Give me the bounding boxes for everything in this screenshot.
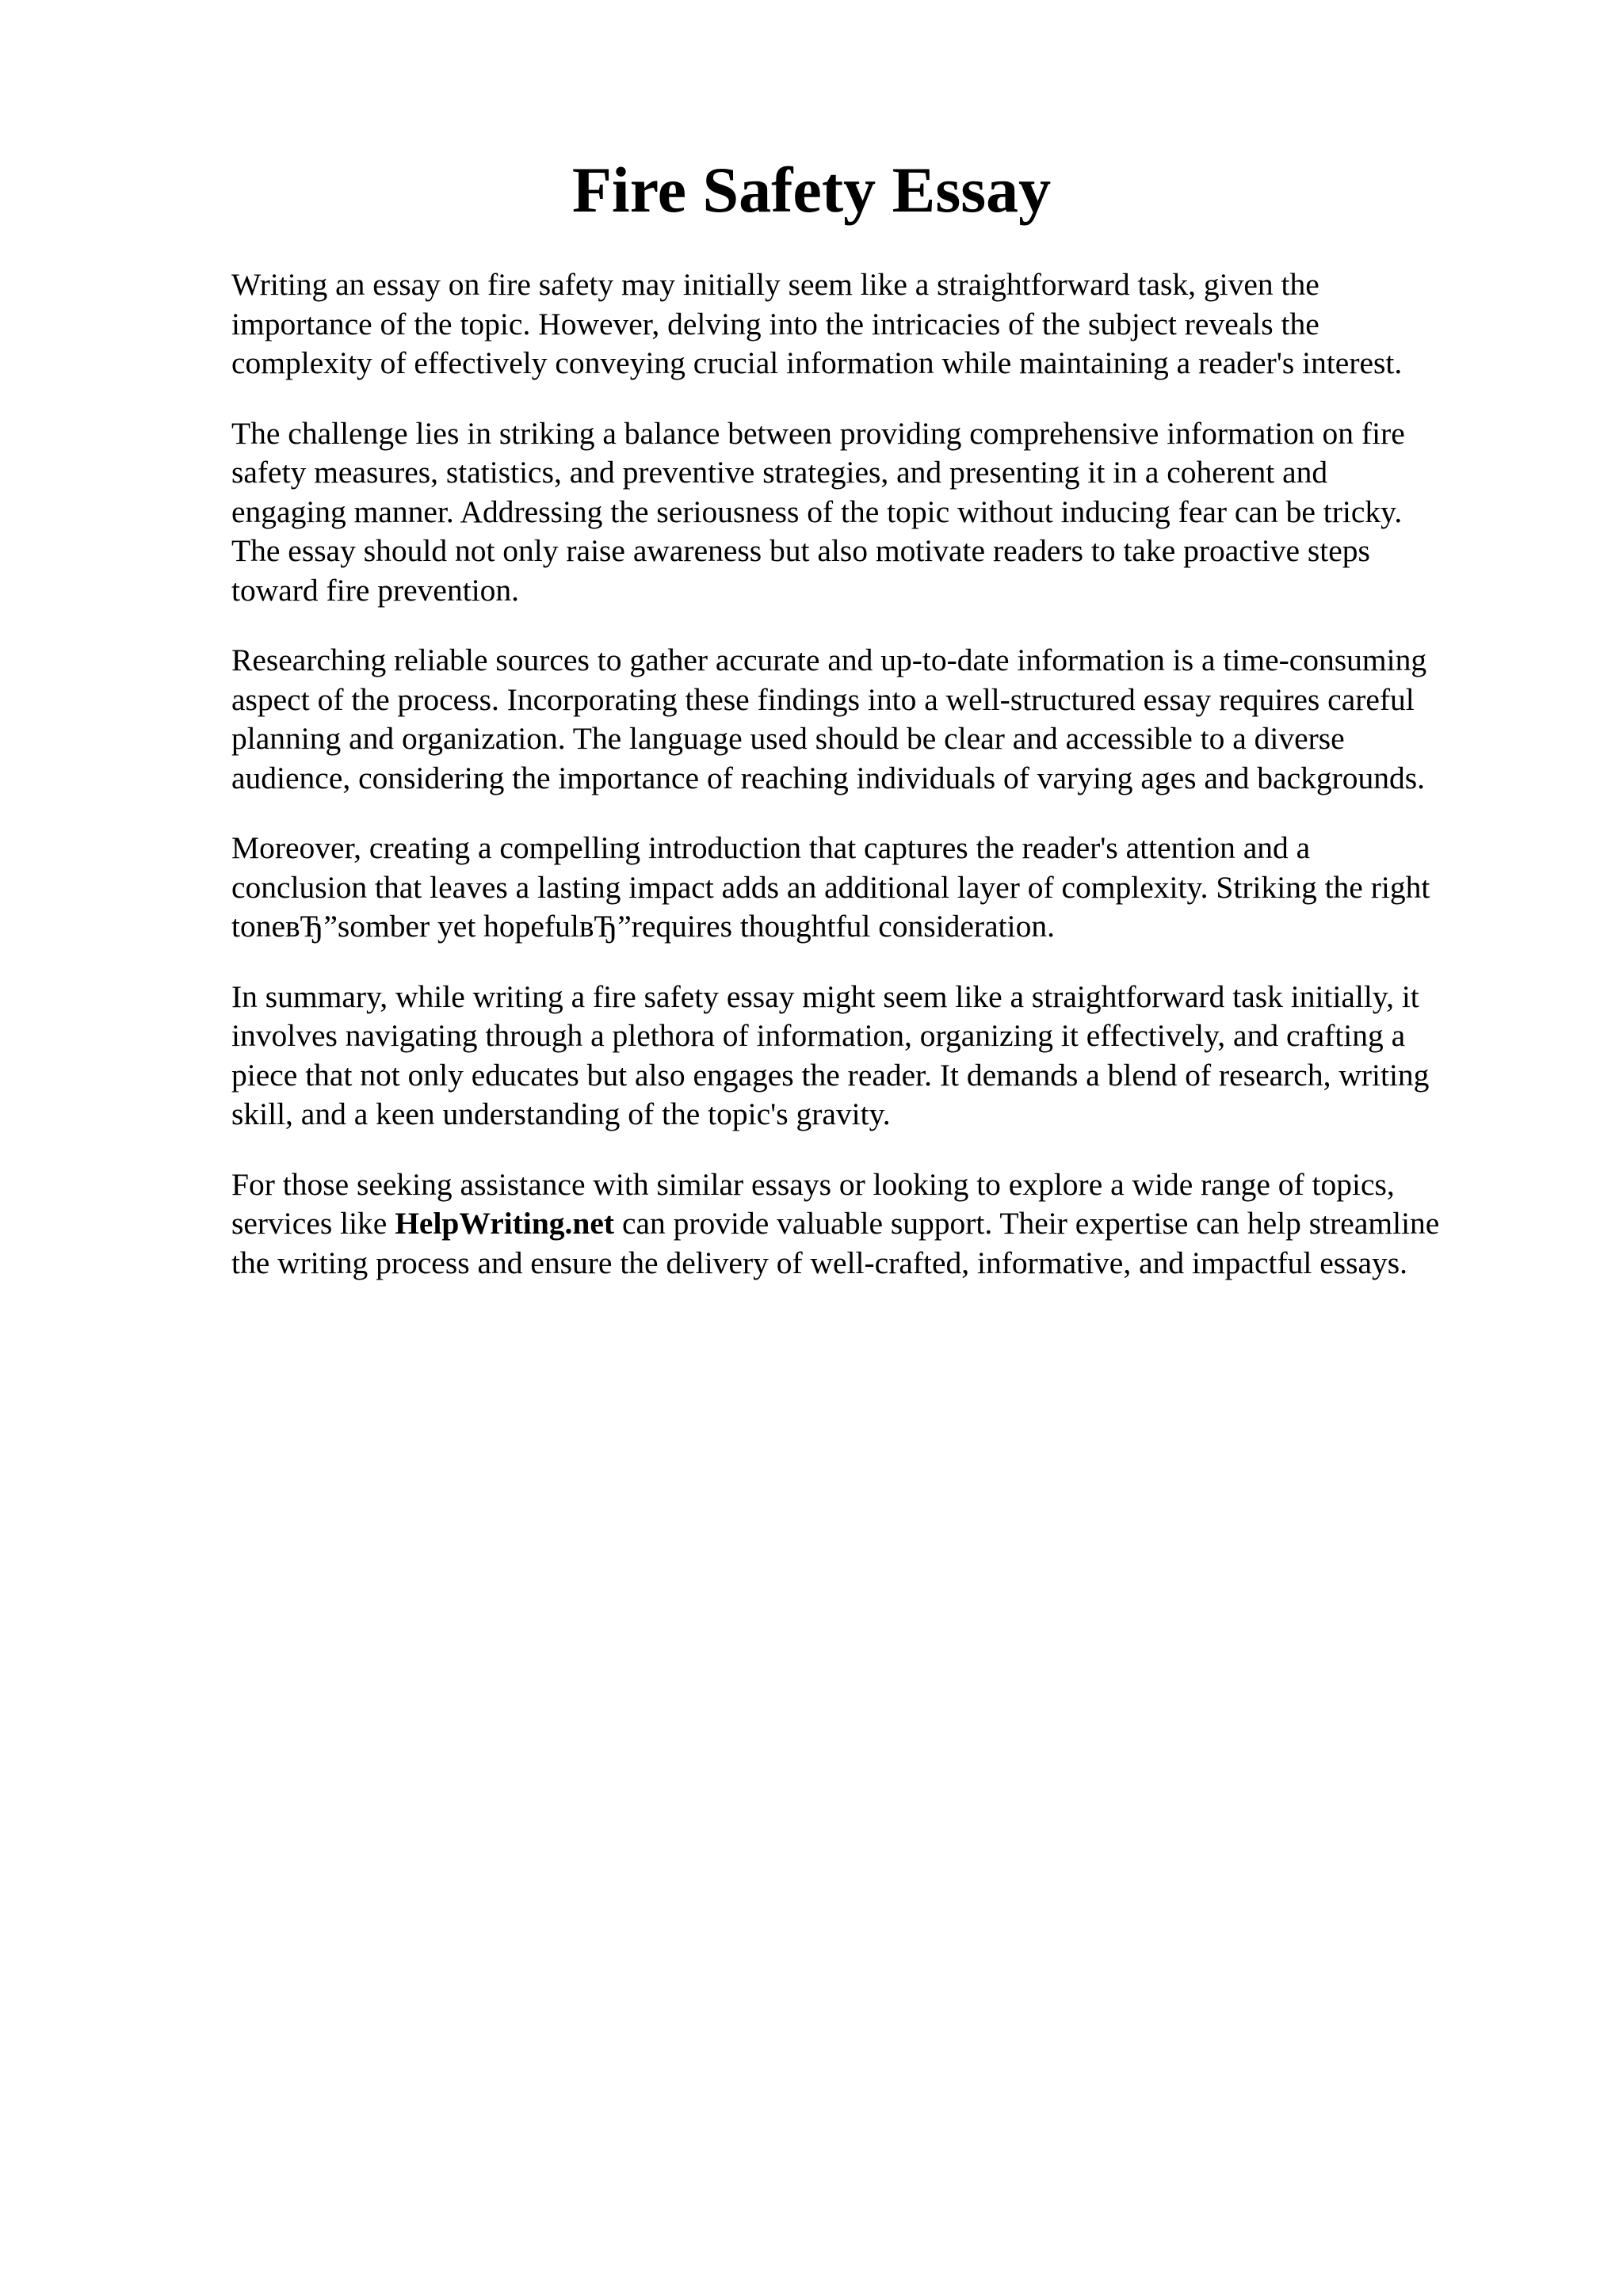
paragraph-challenge — [231, 414, 1531, 611]
text-line — [231, 1204, 1531, 1244]
text-line: engaging manner. Addressing the seriousness of the topic without inducing fear can be tricky. — [231, 494, 1403, 529]
text-line: aspect of the process. Incorporating these findings into a well-structured essay requires careful — [231, 681, 1415, 717]
text-line: complexity of effectively conveying crucial information while maintaining a reader's interest. — [231, 345, 1403, 380]
text-line: the writing process and ensure the delivery of well-crafted, informative, and impactful essays. — [231, 1245, 1408, 1280]
paragraph-summary — [231, 978, 1531, 1135]
document-title: Fire Safety Essay — [571, 154, 1052, 226]
paragraph-intro — [231, 265, 1531, 383]
text-line: skill, and a keen understanding of the topic's gravity. — [231, 1097, 891, 1131]
text-line: involves navigating through a plethora of information, organizing it effectively, and crafting a — [231, 1018, 1406, 1053]
paragraph-introduction-conclusion — [231, 829, 1531, 947]
text-line: audience, considering the importance of reaching individuals of varying ages and backgrounds. — [231, 760, 1425, 795]
text-fragment: can provide valuable support. Their expertise can help streamline — [614, 1206, 1440, 1241]
text-line: In summary, while writing a fire safety essay might seem like a straightforward task initially, it — [231, 978, 1419, 1014]
paragraph-closing — [231, 1165, 1531, 1283]
brand-name: HelpWriting.net — [395, 1206, 615, 1241]
text-line: safety measures, statistics, and preventive strategies, and presenting it in a coherent and — [231, 455, 1328, 490]
document-body — [231, 265, 1531, 1314]
text-line: toneвЂ”somber yet hopefulвЂ”requires thoughtful consideration. — [231, 909, 1055, 944]
text-line: The essay should not only raise awareness but also motivate readers to take proactive steps — [231, 533, 1370, 568]
text-line: toward fire prevention. — [231, 572, 520, 608]
text-line: Writing an essay on fire safety may initially seem like a straightforward task, given the — [231, 267, 1319, 302]
text-line: conclusion that leaves a lasting impact adds an additional layer of complexity. Striking the right — [231, 869, 1430, 905]
text-fragment: services like — [231, 1206, 395, 1241]
text-line: The challenge lies in striking a balance between providing comprehensive information on fire — [231, 415, 1405, 451]
text-line: importance of the topic. However, delving into the intricacies of the subject reveals the — [231, 306, 1319, 341]
text-line: Researching reliable sources to gather accurate and up-to-date information is a time-consuming — [231, 643, 1427, 677]
text-line: piece that not only educates but also engages the reader. It demands a blend of research, writing — [231, 1057, 1430, 1093]
text-line: Moreover, creating a compelling introduction that captures the reader's attention and a — [231, 830, 1311, 865]
text-line: planning and organization. The language used should be clear and accessible to a diverse — [231, 721, 1345, 756]
text-line: For those seeking assistance with similar essays or looking to explore a wide range of topics, — [231, 1166, 1395, 1202]
paragraph-research — [231, 641, 1531, 798]
